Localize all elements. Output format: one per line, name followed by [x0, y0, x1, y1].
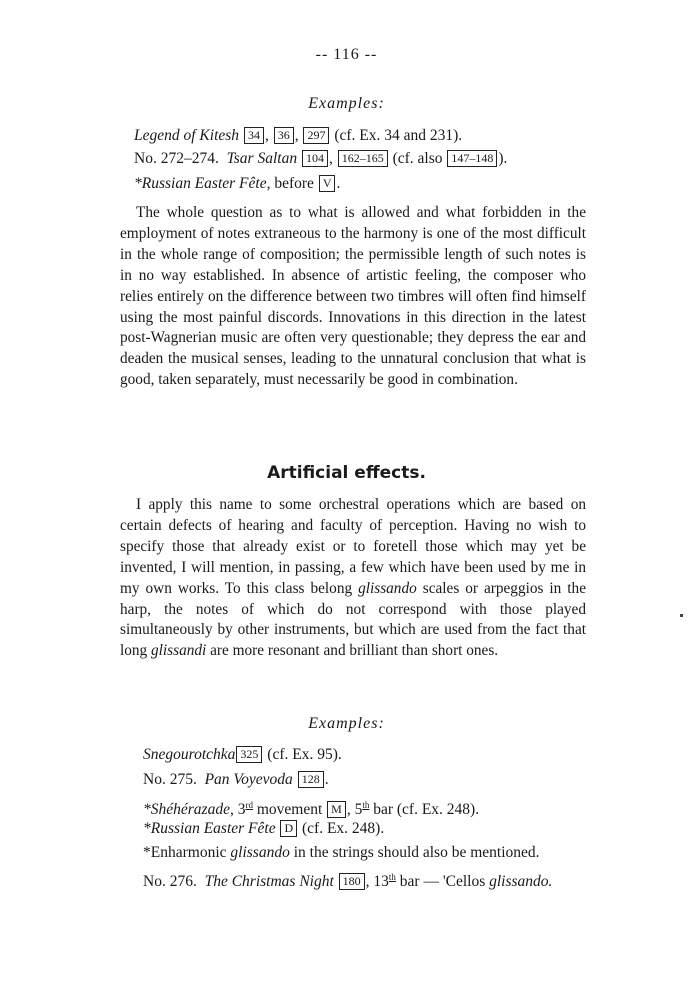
work-title: Snegourotchka	[143, 746, 236, 763]
section-title: Artificial effects.	[267, 463, 426, 483]
ordinal-suffix: th	[388, 872, 396, 882]
cross-reference: bar (cf. Ex. 248).	[373, 801, 480, 819]
example-line-voyevoda	[143, 770, 329, 790]
rehearsal-number: 147–148	[447, 150, 497, 167]
italic-term: glissando	[230, 844, 290, 861]
movement-number: 3	[237, 801, 246, 819]
example-number: No. 272–274.	[134, 150, 219, 167]
position-word: before	[274, 175, 314, 192]
example-line-easter-2	[143, 819, 384, 839]
cross-reference: (cf. Ex. 95).	[267, 746, 342, 763]
example-line-scheherazade: *Shéhérazade, 3rd movement M , 5th bar (cf. Ex. 248).	[143, 800, 480, 819]
note-text: bar — 'Cellos	[399, 873, 486, 891]
ordinal-suffix: th	[362, 800, 370, 810]
paragraph-text: scales or arpeggios in the harp, the notes of which do not correspond with those played simultaneously by other instruments, but which are used from the fact that long	[120, 579, 586, 660]
rehearsal-number: 36	[274, 127, 294, 144]
bar-number: 13	[373, 873, 389, 891]
rehearsal-number: 325	[236, 746, 262, 763]
rehearsal-number: 162–165	[338, 150, 388, 167]
rehearsal-number: 297	[303, 127, 329, 144]
cross-reference: (cf. Ex. 248).	[302, 820, 385, 837]
examples-heading-2: Examples:	[308, 715, 385, 732]
paragraph-text: I apply this name to some orchestral operations which are based on certain defects of hearing and faculty of perception. Having no wish to specify those that already exist or to foretell those which may yet be invented, I will mention, in passing, a few which have been used by me in my own works. To this class belong	[120, 496, 586, 597]
work-title: *Russian Easter Fête,	[134, 175, 271, 192]
rehearsal-letter: V	[319, 175, 336, 192]
page-number: -- 116 --	[315, 46, 378, 63]
margin-speck	[680, 614, 683, 617]
work-title: *Russian Easter Fête	[143, 820, 276, 837]
work-title: Pan Voyevoda	[204, 771, 293, 788]
examples-heading-1: Examples:	[308, 95, 385, 112]
rehearsal-number: 180	[339, 873, 365, 890]
italic-term: glissandi	[151, 642, 207, 660]
example-number: No. 275.	[143, 771, 197, 788]
cross-reference: (cf. Ex. 34 and 231).	[334, 127, 463, 144]
note-text: *Enharmonic	[143, 844, 227, 861]
rehearsal-number: 34	[244, 127, 264, 144]
punctuation: ).	[498, 150, 508, 167]
example-line-snegourotchka	[143, 745, 342, 765]
rehearsal-letter: M	[327, 801, 346, 818]
example-line-christmas-night: No. 276. The Christmas Night 180 , 13th bar — 'Cellos glissando.	[143, 872, 553, 891]
ordinal-suffix: rd	[245, 800, 253, 810]
rehearsal-letter: D	[280, 820, 297, 837]
work-title: Tsar Saltan	[226, 150, 298, 167]
body-paragraph-1: The whole question as to what is allowed and what forbidden in the employment of notes extraneous to the harmony is one of the most difficult in the whole range of composition; the permissible length of such notes is in no way established. In absence of artistic feeling, the composer who relies entirely on the difference between two timbres will often find himself using the most painful discords. Innovations in this direction in the latest post-Wagnerian music are often very questionable; they depress the ear and deaden the musical senses, leading to the unnatural conclusion that what is good, taken separately, must necessarily be good in combination.	[120, 204, 586, 389]
example-number: No. 276.	[143, 873, 197, 891]
italic-term: glissando.	[489, 873, 553, 891]
example-line-enharmonic	[143, 843, 540, 863]
movement-word: movement	[256, 801, 323, 819]
italic-term: glissando	[358, 579, 417, 597]
work-title: *Shéhérazade,	[143, 801, 234, 819]
bar-number: 5	[354, 801, 363, 819]
cross-reference: (cf. also	[392, 150, 443, 167]
example-line-saltan: No. 272–274. Tsar Saltan 104 , 162–165 (cf. also 147–148 ).	[134, 150, 508, 167]
work-title: The Christmas Night	[204, 873, 334, 891]
rehearsal-number: 104	[302, 150, 328, 167]
rehearsal-number: 128	[298, 771, 324, 788]
paragraph-text: are more resonant and brilliant than short ones.	[210, 642, 499, 660]
note-text: in the strings should also be mentioned.	[293, 844, 540, 861]
work-title: Legend of Kitesh	[134, 127, 240, 144]
body-paragraph-2	[120, 495, 586, 662]
example-line-kitesh: Legend of Kitesh 34 , 36 , 297 (cf. Ex. 34 and 231).	[134, 127, 463, 144]
punctuation: .	[324, 771, 329, 788]
example-line-easter: *Russian Easter Fête, before V .	[134, 175, 341, 192]
